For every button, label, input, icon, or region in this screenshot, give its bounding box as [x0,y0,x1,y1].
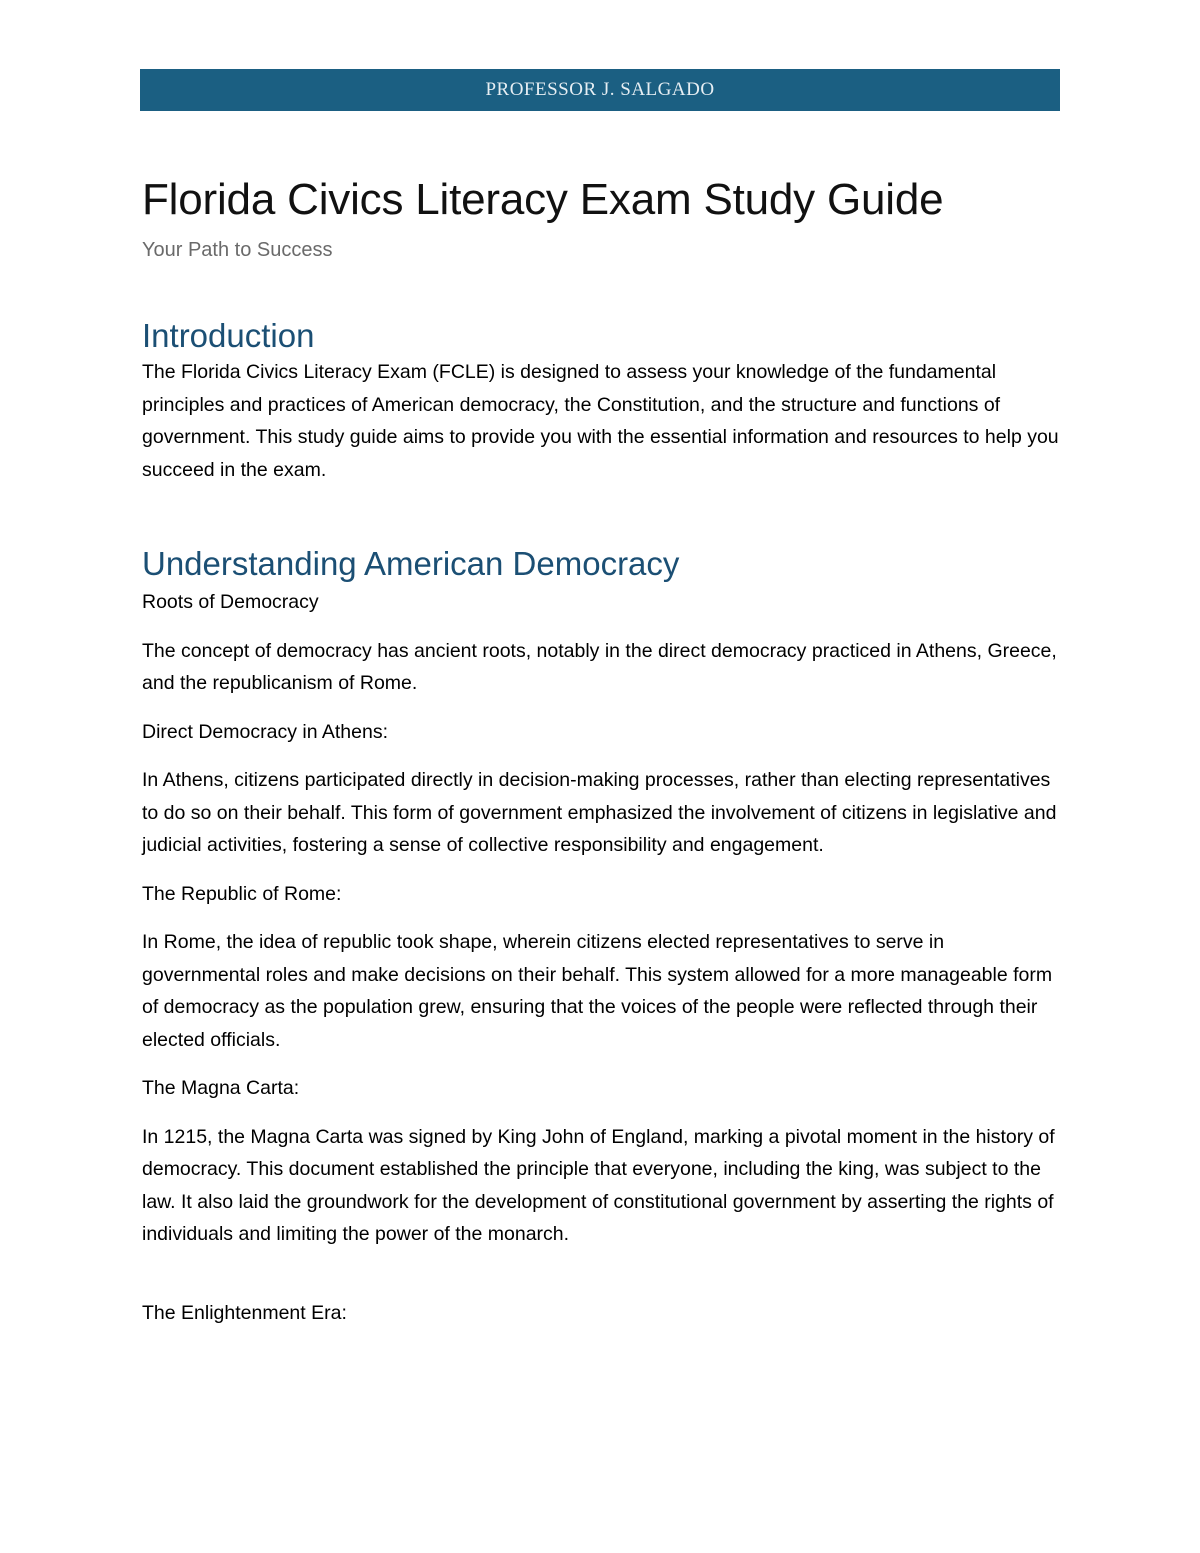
header-author: PROFESSOR J. SALGADO [485,79,715,100]
header-band [140,69,1060,111]
document-body [142,170,1062,1329]
rome-paragraph: In Rome, the idea of republic took shape, wherein citizens elected representatives to serve in governmental roles and make decisions on their behalf. This system allowed for a more manageable form of democracy as the population grew, ensuring that the voices of the people were reflected through their elected officials. [142,931,1053,1051]
magna-carta-paragraph: In 1215, the Magna Carta was signed by King John of England, marking a pivotal moment in the history of democracy. This document established the principle that everyone, including the king, was subject to the law. It also laid the groundwork for the development of constitutional government by asserting the rights of individuals and limiting the power of the monarch. [142,1125,1055,1245]
document-title: Florida Civics Literacy Exam Study Guide [142,175,944,224]
athens-label: Direct Democracy in Athens: [142,720,389,743]
introduction-heading: Introduction [142,317,315,354]
democracy-heading: Understanding American Democracy [142,545,680,582]
roots-label: Roots of Democracy [142,591,319,613]
magna-carta-label: The Magna Carta: [142,1077,300,1099]
athens-paragraph: In Athens, citizens participated directly in decision-making processes, rather than electing representatives to do so on their behalf. This form of government emphasized the involvement of citizens in legislative and judicial activities, fostering a sense of collective responsibility and engagement. [142,769,1057,856]
introduction-paragraph: The Florida Civics Literacy Exam (FCLE) is designed to assess your knowledge of the fundamental principles and practices of American democracy, the Constitution, and the structure and functions of government. This study guide aims to provide you with the essential information and resources to help you succeed in the exam. [142,361,1059,481]
enlightenment-label: The Enlightenment Era: [142,1301,347,1324]
rome-label: The Republic of Rome: [142,882,342,905]
roots-paragraph: The concept of democracy has ancient roots, notably in the direct democracy practiced in Athens, Greece, and the republicanism of Rome. [142,639,1057,694]
document-subtitle: Your Path to Success [142,239,333,261]
